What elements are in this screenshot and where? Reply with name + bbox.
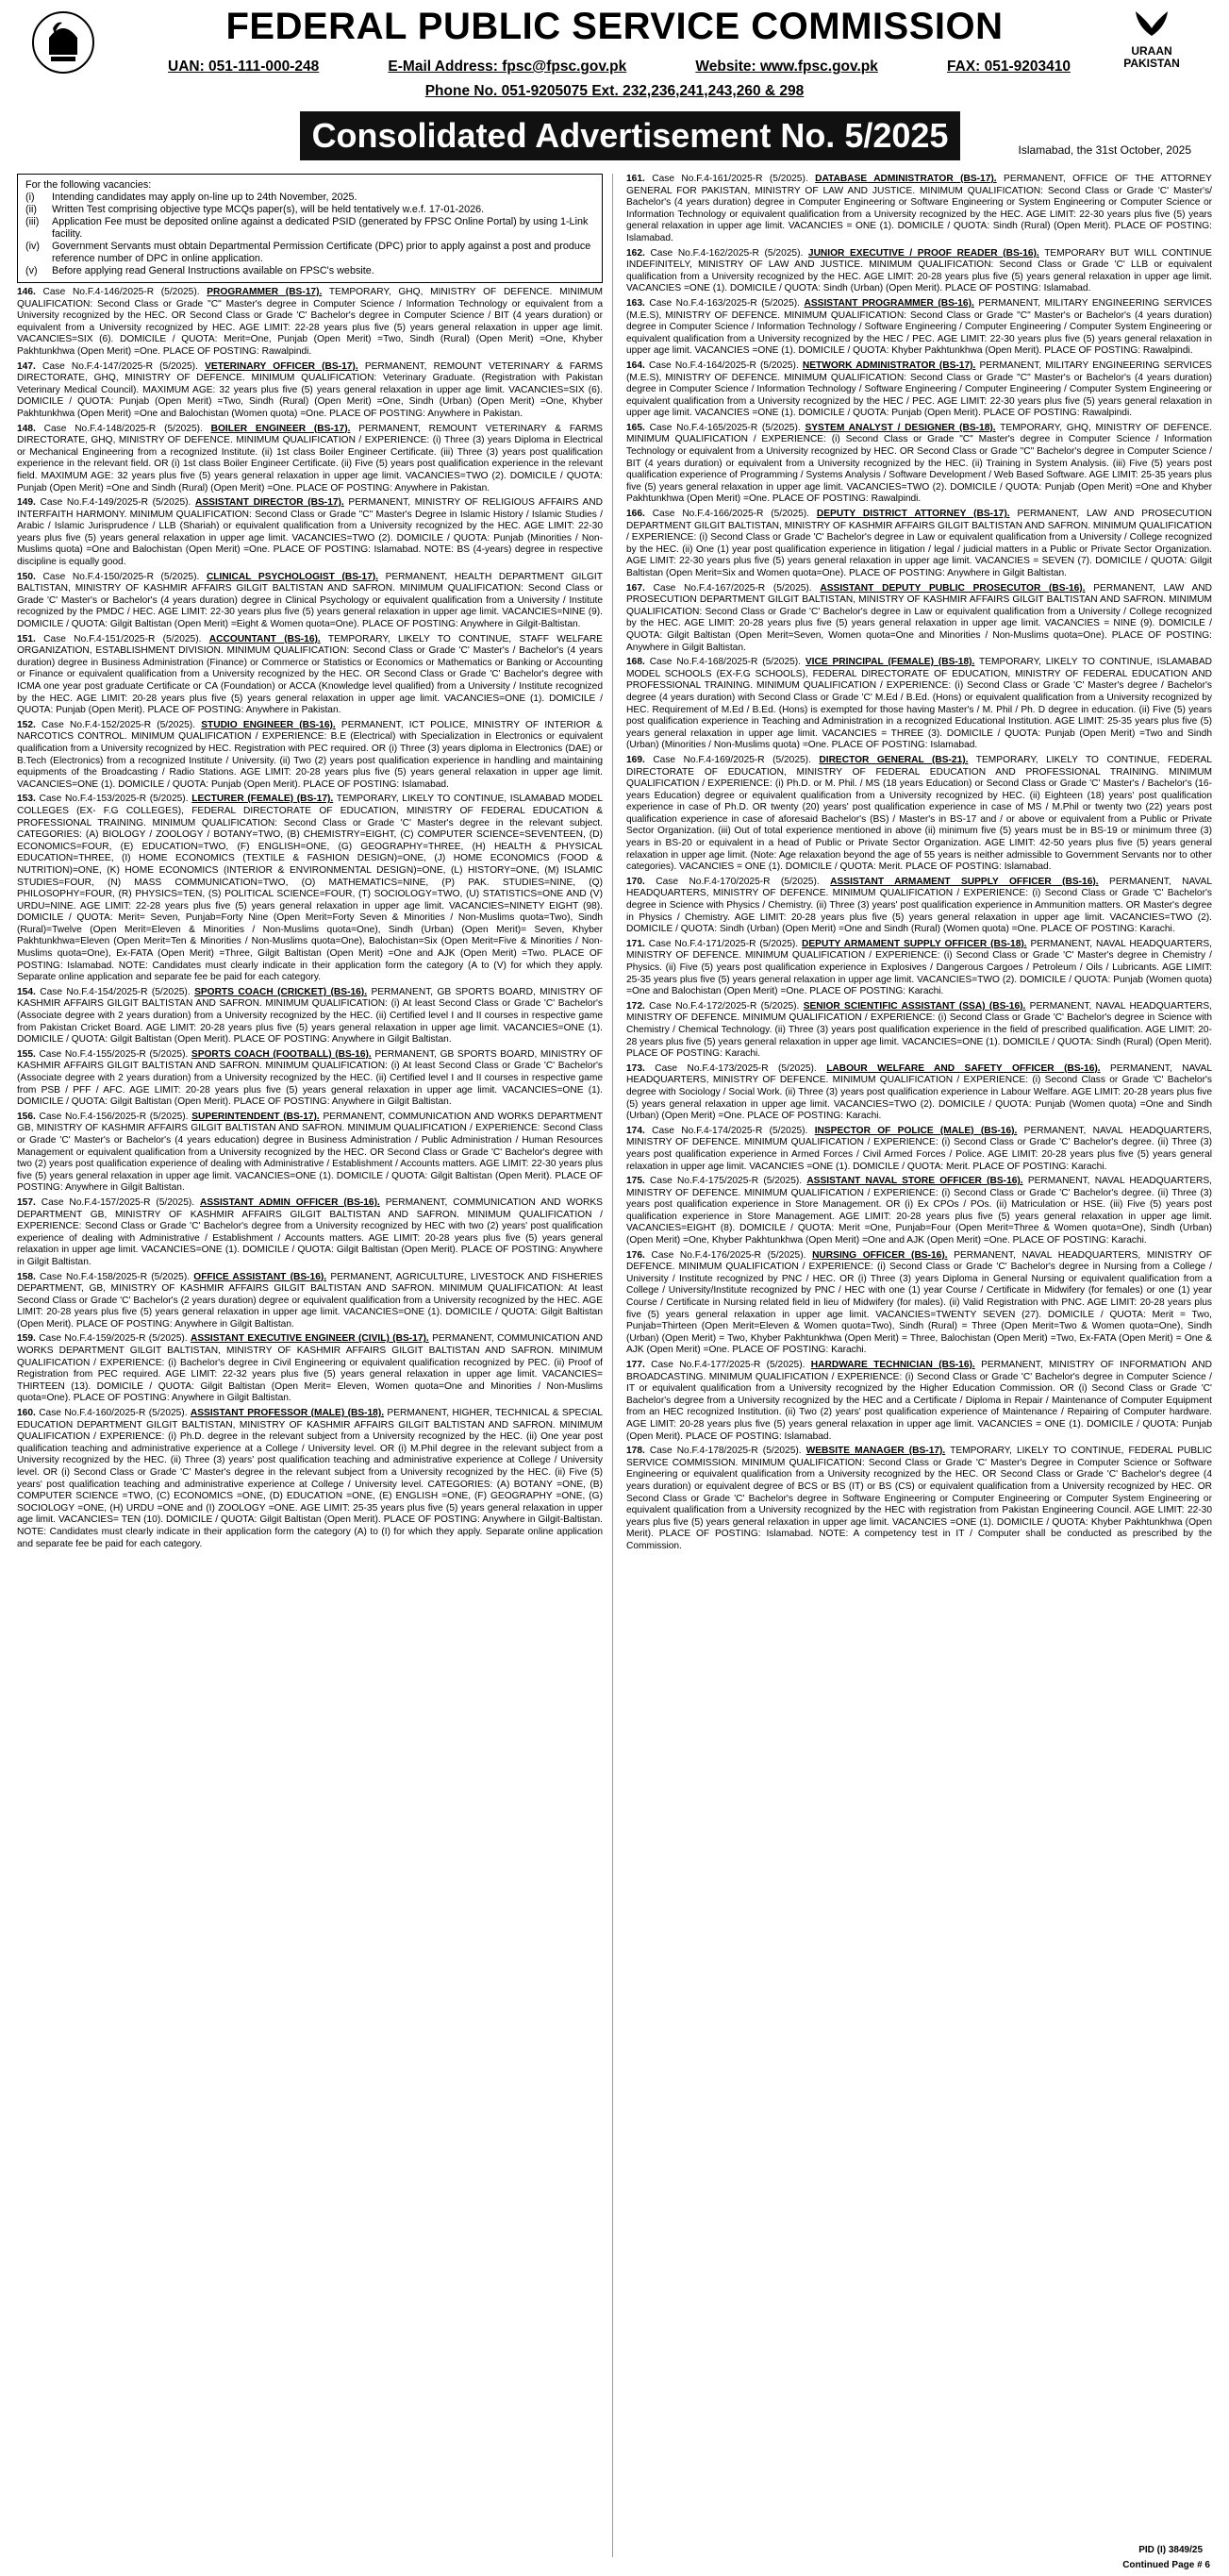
case-reference: Case No.F.4-168/2025-R (5/2025).: [649, 657, 802, 668]
case-post-title: ASSISTANT EXECUTIVE ENGINEER (CIVIL) (BS-17).: [190, 1333, 429, 1345]
case-entry: [17, 1112, 603, 1195]
case-reference: Case No.F.4-161/2025-R (5/2025).: [652, 174, 808, 184]
case-details: PERMANENT, MILITARY ENGINEERING SERVICES (M.E.S), MINISTRY OF DEFENCE. MINIMUM QUALIFICATION: Second Class or Grade "C" Master's or Bachelor's (4 years duration) degree in Computer Science / Information Technology / Software Engineering / Computer Engineering / Computer System Engineering or equivalent qualification from a University recognized by the HEC / PEC. AGE LIMIT: 22-30 years plus five (5) years general relaxation in upper age limit. VACANCIES =ONE (1). DOMICILE / QUOTA: Khyber Pakhtunkhwa (Open Merit). PLACE OF POSTING: Rawalpindi.: [626, 297, 1212, 357]
website-link[interactable]: Website: www.fpsc.gov.pk: [695, 59, 878, 75]
case-reference: Case No.F.4-156/2025-R (5/2025).: [39, 1111, 189, 1122]
case-entry: [626, 657, 1212, 752]
case-entry: [626, 1001, 1212, 1061]
case-entry: [17, 1408, 603, 1550]
case-entry: [17, 1049, 603, 1109]
case-number: 157.: [17, 1196, 36, 1208]
case-reference: Case No.F.4-159/2025-R (5/2025).: [39, 1333, 188, 1345]
case-reference: Case No.F.4-150/2025-R (5/2025).: [42, 571, 200, 582]
case-post-title: SUPERINTENDENT (BS-17).: [191, 1111, 320, 1122]
pid-text: PID (I) 3849/25: [1138, 2545, 1203, 2555]
case-number: 147.: [17, 360, 36, 372]
case-details: PERMANENT, NAVAL HEADQUARTERS, MINISTRY OF DEFENCE. MINIMUM QUALIFICATION / EXPERIENCE: (i) Second Class or Grade 'C' Bachelor's degree in Science with Physics / Chemistry. (ii) Three (3) years' post qualification experience in Ammunition matters. OR Master's degree in Physics / Chemistry. AGE LIMIT: 20-28 years plus five (5) years general relaxation in upper age limit. VACANCIES=TWO (2). DOMICILE / QUOTA: Sindh (Urban) (Open Merit) =One and Sindh (Rural) (Women quota) =One. PLACE OF POSTING: Karachi.: [626, 876, 1212, 935]
case-reference: Case No.F.4-174/2025-R (5/2025).: [652, 1125, 808, 1136]
case-details: TEMPORARY, LIKELY TO CONTINUE, STAFF WELFARE ORGANIZATION, ESTABLISHMENT DIVISION. MINIMUM QUALIFICATION: Second Class or Grade 'C' Master's / Bachelor's (4 years duration) degree in Business Administration (Finance) or Commerce or Statistics or Economics or Mathematics or Banking or Accounting or Finance or equivalent qualification from a University recognized by the HEC. OR Second Class or Grade 'C' Bachelor's degree with ICMA one year post graduate Certificate or CA (Foundation) or ACCA (Knowledge level qualified) from a University / Institute recognized by the HEC. AGE LIMIT: 20-28 years plus five (5) years general relaxation in upper age limit. VACANCIES=ONE (1). DOMICILE / QUOTA: Punjab (Open Merit). PLACE OF POSTING: Anywhere in Pakistan.: [17, 633, 603, 716]
case-post-title: DIRECTOR GENERAL (BS-21).: [819, 754, 969, 765]
intro-item-number: (iii): [25, 216, 40, 227]
intro-item-number: (v): [25, 265, 38, 276]
intro-item-number: (i): [25, 192, 35, 203]
case-entry: [626, 1063, 1212, 1123]
case-post-title: SPORTS COACH (FOOTBALL) (BS-16).: [191, 1048, 372, 1060]
case-entry: [17, 794, 603, 984]
case-details: PERMANENT, OFFICE OF THE ATTORNEY GENERAL FOR PAKISTAN, MINISTRY OF LAW AND JUSTICE. MINIMUM QUALIFICATION: Second Class or Grade 'C' Master's/ Bachelor's (4 years duration) degree in Computer Engineering or Software Engineering or System Engineering or Computer Science or Information Technology or equivalent qualification from a University recognized by the HEC. AGE LIMIT: 22-30 years plus five (5) years general relaxation in upper age limit. VACANCIES = ONE (1). DOMICILE / QUOTA: Sindh (Rural) (Open Merit). PLACE OF POSTING: Islamabad.: [626, 174, 1212, 243]
case-details: PERMANENT, NAVAL HEADQUARTERS, MINISTRY OF DEFENCE. MINIMUM QUALIFICATION / EXPERIENCE: (i) Second Class or Grade 'C' Bachelor's degree. (ii) Three (3) years post qualification experience in Store Management. OR (i) Ex CPOs / POs. (ii) Matriculation or HSE. (iii) Five (5) years post qualification experience in Store Management. AGE LIMIT: 20-28 years plus five (5) years general relaxation in upper age limit. VACANCIES=EIGHT (8). DOMICILE / QUOTA: Merit =One, Punjab=Four (Open Merit=Three & Women quota=One), Sindh (Urban) (Open Merit) =One, Khyber Pakhtunkhwa (Open Merit) =One and AJK (Open Merit) =One. PLACE OF POSTING: Karachi.: [626, 1176, 1212, 1246]
case-post-title: PROGRAMMER (BS-17).: [207, 287, 323, 297]
intro-heading: For the following vacancies:: [25, 179, 152, 191]
case-details: PERMANENT, HEALTH DEPARTMENT GILGIT BALTISTAN, MINISTRY OF KASHMIR AFFAIRS GILGIT BALTISTAN AND SAFRON. MINIMUM QUALIFICATION: Second Class or Grade 'C' Master's or Bachelor's (4 years duration) degree in Clinical Psychology or equivalent qualification from a University / Institute recognized by the PMDC / HEC. AGE LIMIT: 22-30 years plus five (5) years general relaxation in upper age limit. VACANCIES=NINE (9). DOMICILE / QUOTA: Gilgit Baltistan (Open Merit) =Eight & Women quota=One). PLACE OF POSTING: Anywhere in Gilgit-Baltistan.: [17, 571, 603, 630]
uraan-text: URAAN PAKISTAN: [1123, 44, 1180, 70]
case-reference: Case No.F.4-165/2025-R (5/2025).: [649, 422, 801, 433]
case-number: 158.: [17, 1271, 36, 1282]
case-reference: Case No.F.4-175/2025-R (5/2025).: [650, 1176, 803, 1187]
case-post-title: INSPECTOR OF POLICE (MALE) (BS-16).: [814, 1125, 1018, 1136]
case-number: 166.: [626, 509, 645, 520]
intro-item-number: (ii): [25, 204, 37, 215]
case-reference: Case No.F.4-160/2025-R (5/2025).: [39, 1408, 188, 1419]
case-reference: Case No.F.4-149/2025-R (5/2025).: [40, 497, 191, 509]
case-details: PERMANENT, ICT POLICE, MINISTRY OF INTERIOR & NARCOTICS CONTROL. MINIMUM QUALIFICATION / EXPERIENCE: B.E (Electrical) with Specialization in Electronics or equivalent qualification from a University recognized by HEC. Registration with PEC required. OR (i) Three (3) years diploma in Electronics (DAE) or B.Tech (Electronics) from a recognized Institute / University. (ii) Two (2) years post qualification experience in handling and maintaining equipments of the Broadcasting / Radio Stations. AGE LIMIT: 20-28 years plus five (5) years general relaxation in upper age limit. VACANCIES=ONE (1). DOMICILE / QUOTA: Punjab (Open Merit). PLACE OF POSTING: Islamabad.: [17, 719, 603, 790]
case-details: PERMANENT, REMOUNT VETERINARY & FARMS DIRECTORATE, GHQ, MINISTRY OF DEFENCE. MINIMUM QUALIFICATION: Veterinary Graduate. (Registration with Pakistan Veterinary Medical Council). MAXIMUM AGE: 32 years plus five (5) years general relaxation in upper age limit. VACANCIES=SIX (6). DOMICILE / QUOTA: Punjab (Open Merit) =Two, Sindh (Rural) (Open Merit) =One, Sindh (Urban) (Open Merit) =One, Khyber Pakhtunkhwa (Open Merit) =One and Balochistan (Women quota) =One. PLACE OF POSTING: Anywhere in Pakistan.: [17, 360, 603, 419]
intro-list: [25, 192, 594, 277]
case-entry: [17, 287, 603, 359]
uraan-bird-icon: [1128, 8, 1175, 40]
case-reference: Case No.F.4-171/2025-R (5/2025).: [648, 938, 799, 949]
case-post-title: VETERINARY OFFICER (BS-17).: [205, 360, 358, 372]
case-post-title: DEPUTY ARMAMENT SUPPLY OFFICER (BS-18).: [802, 938, 1027, 949]
right-column: [626, 174, 1212, 2557]
case-entry: [17, 987, 603, 1046]
case-reference: Case No.F.4-162/2025-R (5/2025).: [650, 247, 804, 259]
case-reference: Case No.F.4-151/2025-R (5/2025).: [43, 633, 202, 644]
case-details: PERMANENT, NAVAL HEADQUARTERS, MINISTRY OF DEFENCE. MINIMUM QUALIFICATION / EXPERIENCE: (i) Second Class or Grade 'C' Master's degree in Chemistry / Physics. (ii) Five (5) years post qualification experience in Explosives / Dangerous Cargoes / Petroleum / Oils / Lubricants. AGE LIMIT: 25-35 years plus five (5) years general relaxation in upper age limit. VACANCIES=TWO (2). DOMICILE / QUOTA: Punjab (Women quota) =One and Balochistan (Open Merit) =One. PLACE OF POSTING: Karachi.: [626, 938, 1212, 997]
case-number: 160.: [17, 1408, 36, 1419]
case-number: 162.: [626, 247, 645, 259]
case-details: TEMPORARY, LIKELY TO CONTINUE, FEDERAL PUBLIC SERVICE COMMISSION. MINIMUM QUALIFICATION: Second Class or Grade 'C' Master's Degree in Computer Science or Software Engineering or equivalent qualification from a University recognized by the HEC. OR Second Class or Grade 'C' Bachelor's degree (4 years duration) or equivalent degree of BCS or BS (IT) or BS (CS) or equivalent qualification from a University recognized by HEC. OR Second Class or Grade 'C' Bachelor's degree in Software Engineering or Computer Engineering or Computer System Engineering or equivalent qualification from a University recognized by the HEC with registration from Pakistan Engineering Council. AGE LIMIT: 22-30 years plus five (5) years general relaxation in upper age limit. VACANCIES =ONE (1). DOMICILE / QUOTA: Khyber Pakhtunkhwa (Open Merit). PLACE OF POSTING: Islamabad. NOTE: A competency test in IT / Computer shall be conducted as prescribed by the Commission.: [626, 1446, 1212, 1551]
case-details: PERMANENT, MILITARY ENGINEERING SERVICES (M.E.S), MINISTRY OF DEFENCE. MINIMUM QUALIFICATION: Second Class or Grade "C" Master's or Bachelor's (4 years duration) degree in Computer Science / Information Technology / Software Engineering / Computer Engineering / Computer System Engineering or equivalent qualification from a University recognized by the HEC / PEC. AGE LIMIT: 22-30 years plus five (5) years general relaxation in upper age limit. VACANCIES =ONE (1). DOMICILE / QUOTA: Punjab (Open Merit). PLACE OF POSTING: Rawalpindi.: [626, 360, 1212, 419]
intro-item-text: Application Fee must be deposited online against a dedicated PSID (generated by FPSC Online Portal) by using 1-Link facility.: [52, 216, 589, 240]
case-details: PERMANENT, NAVAL HEADQUARTERS, MINISTRY OF DEFENCE. MINIMUM QUALIFICATION / EXPERIENCE: (i) Second Class or Grade 'C' Bachelor's degree in Nursing from a College / University / Institute recognized by PNC / HEC. OR (i) Three (3) years Diploma in General Nursing or equivalent qualification from a College / University/Institute recognized by PNC / HEC with one (1) year Course / Certificate in Midwifery (for females) or one (1) year Course / Certificate in Nursing related field in lieu of Midwifery (for males). (ii) Valid Registration with PNC. AGE LIMIT: 20-28 years plus five (5) years general relaxation in upper age limit. VACANCIES=TWENTY SEVEN (27). DOMICILE / QUOTA: Merit = Two, Punjab=Thirteen (Open Merit=Eleven & Women quota=Two), Sindh (Rural) = Three (Open Merit=Two & Women quota=One), Sindh (Urban) (Open Merit) = Two, Khyber Pakhtunkhwa (Open Merit) = Three, Balochistan (Open Merit) =Two, Ex-FATA (Open Merit) = One & AJK (Open Merit) =One. PLACE OF POSTING: Karachi.: [626, 1249, 1212, 1356]
case-entry: [626, 248, 1212, 295]
case-post-title: DEPUTY DISTRICT ATTORNEY (BS-17).: [816, 509, 1010, 520]
case-number: 151.: [17, 633, 36, 644]
case-reference: Case No.F.4-157/2025-R (5/2025).: [41, 1196, 195, 1208]
case-number: 150.: [17, 571, 36, 582]
case-entry: [17, 1333, 603, 1405]
email-link[interactable]: E-Mail Address: fpsc@fpsc.gov.pk: [388, 59, 627, 75]
case-number: 159.: [17, 1333, 36, 1345]
case-entry: [626, 174, 1212, 245]
case-post-title: CLINICAL PSYCHOLOGIST (BS-17).: [206, 571, 378, 582]
case-reference: Case No.F.4-170/2025-R (5/2025).: [656, 876, 820, 887]
case-number: 149.: [17, 497, 36, 509]
intro-item: [25, 241, 594, 265]
case-number: 167.: [626, 582, 645, 594]
case-reference: Case No.F.4-177/2025-R (5/2025).: [651, 1360, 805, 1370]
intro-item-text: Written Test comprising objective type MCQs paper(s), will be held tentatively w.e.f. 17-01-2026.: [52, 204, 485, 215]
case-details: PERMANENT, COMMUNICATION AND WORKS DEPARTMENT GB, MINISTRY OF KASHMIR AFFAIRS GILGIT BALTISTAN AND SAFRON. MINIMUM QUALIFICATION / EXPERIENCE: Second Class or Grade 'C' Bachelor's degree from a University recognized by HEC with two (2) years' post qualification experience of dealing with Administrative / Establishment / Accounts matters. AGE LIMIT: 20-28 years plus five (5) years general relaxation in upper age limit. VACANCIES=ONE (1). DOMICILE / QUOTA: Gilgit Baltistan (Open Merit). PLACE OF POSTING: Anywhere in Gilgit Baltistan.: [17, 1196, 603, 1267]
case-reference: Case No.F.4-146/2025-R (5/2025).: [42, 287, 200, 297]
case-reference: Case No.F.4-172/2025-R (5/2025).: [649, 1000, 800, 1012]
case-reference: Case No.F.4-152/2025-R (5/2025).: [42, 719, 195, 730]
case-post-title: VICE PRINCIPAL (FEMALE) (BS-18).: [805, 657, 975, 668]
case-number: 173.: [626, 1062, 645, 1074]
case-number: 155.: [17, 1048, 36, 1060]
case-post-title: ASSISTANT PROGRAMMER (BS-16).: [804, 297, 974, 309]
case-reference: Case No.F.4-148/2025-R (5/2025).: [43, 423, 203, 434]
intro-item: [25, 192, 594, 204]
case-post-title: ASSISTANT DIRECTOR (BS-17).: [195, 497, 344, 509]
uraan-pakistan-logo: [1104, 8, 1199, 83]
case-details: PERMANENT, HIGHER, TECHNICAL & SPECIAL EDUCATION DEPARTMENT GILGIT BALTISTAN, MINISTRY OF KASHMIR AFFAIRS GILGIT BALTISTAN AND SAFRON. MINIMUM QUALIFICATION / EXPERIENCE: (i) Ph.D. degree in the relevant subject from a University recognized by the HEC. (ii) One year post qualification teaching and administrative experience at a College / University level. OR (i) M.Phil degree in the relevant subject from a University recognized by the HEC. (ii) Three (3) years' post qualification teaching and administrative experience at College / University level. OR (i) Second Class or Grade 'C' Master's degree in the relevant subject from a University recognized by the HEC. (ii) Five (5) years' post qualification teaching and administrative experience at College / University level. CATEGORIES: (A) BOTANY =ONE, (B) COMPUTER SCIENCE =TWO, (C) ECONOMICS =ONE, (D) EDUCATION =ONE, (E) ENGLISH =ONE, (F) GEOGRAPHY =ONE, (G) SOCIOLOGY =ONE, (H) URDU =ONE and (I) ZOOLOGY =ONE. AGE LIMIT: 25-35 years plus five (5) years general relaxation in upper age limit. VACANCIES= TEN (10). DOMICILE / QUOTA: Gilgit Baltistan (Open Merit). PLACE OF POSTING: Anywhere in Gilgit-Baltistan. NOTE: Candidates must clearly indicate in their application form the category (A) to (I) for which they apply. Separate online application and separate fee be paid for each category.: [17, 1408, 603, 1549]
case-entry: [626, 1360, 1212, 1443]
case-number: 152.: [17, 719, 36, 730]
case-entry: [626, 1446, 1212, 1552]
case-details: PERMANENT, COMMUNICATION AND WORKS DEPARTMENT GB, MINISTRY OF KASHMIR AFFAIRS GILGIT BALTISTAN AND SAFRON. MINIMUM QUALIFICATION / EXPERIENCE: Second Class or Grade 'C' Master's or Bachelor's (4 years education) degree in Business Administration / Public Administration / Human Resources Management or equivalent qualification from a University recognized by the HEC. OR Second Class or Grade 'C' Bachelor's degree with two (2) years post qualification experience of dealing with Administrative / Establishment / Accounts matters. AGE LIMIT: 22-30 years plus five (5) years general relaxation in upper age limit. VACANCIES=ONE (1). DOMICILE / QUOTA: Gilgit Baltistan (Open Merit). PLACE OF POSTING: Anywhere in Gilgit Baltistan.: [17, 1111, 603, 1194]
case-reference: Case No.F.4-176/2025-R (5/2025).: [651, 1249, 806, 1261]
case-entry: [626, 509, 1212, 580]
case-entry: [626, 755, 1212, 874]
case-number: 172.: [626, 1000, 645, 1012]
case-details: TEMPORARY, LIKELY TO CONTINUE, ISLAMABAD MODEL COLLEGES (EX- F.G COLLEGES), FEDERAL DIRECTORATE OF EDUCATION, MINISTRY OF FEDERAL EDUCATION & PROFESSIONAL TRAINING. MINIMUM QUALIFICATION: Second Class or Grade 'C' Master's degree in the relevant subject. CATEGORIES: (A) BIOLOGY / ZOOLOGY / BOTANY=TWO, (B) CHEMISTRY=EIGHT, (C) COMPUTER SCIENCE=SEVENTEEN, (D) ECONOMICS=FOUR, (E) EDUCATION=TWO, (F) ENGLISH=ONE, (G) GEOGRAPHY=THREE, (H) HEALTH & PHYSICAL EDUCATION=THREE, (I) HOME ECONOMICS (TEXTILE & FASHION DESIGN)=ONE, (J) HOME ECONOMICS (FOOD & NUTRITION)=ONE, (K) HOME ECONOMICS (INTERIOR & ENVIRONMENTAL DESIGN)=ONE, (L) HISTORY=ONE, (M) ISLAMIC STUDIES=FOUR, (N) MASS COMMUNICATION=TWO, (O) MATHEMATICS=NINE, (P) PAK. STUDIES=NINE, (Q) PHILOSOPHY=FOUR, (R) PHYSICS=TEN, (S) POLITICAL SCIENCE=FOUR, (T) SOCIOLOGY=TWO, (U) STATISTICS=ONE AND (V) URDU=NINE. AGE LIMIT: 22-28 years plus five (5) years general relaxation in upper age limit. VACANCIES=NINETY EIGHT (98). DOMICILE / QUOTA: Merit= Seven, Punjab=Forty Nine (Open Merit=Forty Seven & Minorities / Non-Muslims quota=Two), Sindh (Rural)=Twelve (Open Merit=Eleven & Minorities / Non-Muslims quota=One), Sindh (Urban) (Open Merit)= Seven, Khyber Pakhtunkhwa=Eleven (Open Merit=Ten & Minorities / Non-Muslims quota=One), Balochistan=Six (Open Merit=Five & Minorities / Non-Muslims quota=One), Ex-FATA (Open Merit) =Three, Gilgit Baltistan (Open Merit) =One and AJK (Open Merit) =Two. PLACE OF POSTING: Islamabad. NOTE: Candidates must clearly indicate in their application form the category (A to (V) for which they apply. Separate online application and separate fee be paid for each category.: [17, 794, 603, 983]
case-number: 169.: [626, 754, 645, 765]
intro-item-text: Before applying read General Instructions available on FPSC's website.: [52, 265, 374, 276]
intro-box: [17, 174, 603, 283]
case-details: PERMANENT, REMOUNT VETERINARY & FARMS DIRECTORATE, GHQ, MINISTRY OF DEFENCE. MINIMUM QUALIFICATION / EXPERIENCE: (i) Three (3) years Diploma in Electrical or Mechanical Engineering from a recognized Institute. (ii) 1st class Boiler Engineer Certificate. (iii) Three (3) years post qualification experience in the relevant field. OR (i) 1st class Boiler Engineer Certificate. (ii) Five (5) years post qualification experience in the relevant field. MAXIMUM AGE: 32 years plus five (5) years general relaxation in upper age limit. VACANCIES=TWO (2). DOMICILE / QUOTA: Punjab (Open Merit) =One and Sindh (Rural) (Open Merit) =One. PLACE OF POSTING: Anywhere in Pakistan.: [17, 423, 603, 493]
case-post-title: STUDIO ENGINEER (BS-16).: [201, 719, 336, 730]
case-number: 176.: [626, 1249, 645, 1261]
case-entry: [17, 720, 603, 792]
intro-item: [25, 204, 594, 216]
case-details: TEMPORARY, GHQ, MINISTRY OF DEFENCE. MINIMUM QUALIFICATION / EXPERIENCE: (i) Second Class or Grade "C" Master's degree in Computer Science / Information Technology or equivalent from a University recognized by HEC. OR Second Class or Grade "C" Bachelor's degree in Computer Science / BIT (4 years duration) or equivalent from a University recognized by the HEC. (ii) Training in System Analysis. (iii) Five (5) years post qualification experience of Programming / Systems Analysis / Software Development / Web Based Software. AGE LIMIT: 25-35 years plus five (5) years general relaxation in upper age limit. VACANCIES=TWO (2). DOMICILE / QUOTA: Punjab (Open Merit) =One and Khyber Pakhtunkhwa (Open Merit) =One. PLACE OF POSTING: Rawalpindi.: [626, 422, 1212, 505]
case-details: PERMANENT, GB SPORTS BOARD, MINISTRY OF KASHMIR AFFAIRS GILGIT BALTISTAN AND SAFRON. MINIMUM QUALIFICATION: (i) At least Second Class or Grade 'C' Bachelor's (Associate degree with 2 years duration) from a University recognized by the HEC. (ii) Certified level I and II courses in respective game from Pakistan Cricket Board. AGE LIMIT: 20-28 years plus five (5) years general relaxation in upper age limit. VACANCIES=ONE (1). DOMICILE / QUOTA: Gilgit Baltistan (Open Merit). PLACE OF POSTING: Anywhere in Gilgit Baltistan.: [17, 986, 604, 1045]
case-post-title: LECTURER (FEMALE) (BS-17).: [191, 794, 334, 805]
case-post-title: ASSISTANT NAVAL STORE OFFICER (BS-16).: [806, 1176, 1023, 1187]
case-number: 153.: [17, 794, 36, 805]
case-reference: Case No.F.4-164/2025-R (5/2025).: [648, 360, 799, 371]
case-entry: [626, 939, 1212, 998]
case-reference: Case No.F.4-166/2025-R (5/2025).: [652, 509, 810, 520]
case-number: 163.: [626, 297, 645, 309]
dateline: Islamabad, the 31st October, 2025: [1018, 143, 1191, 157]
case-post-title: ASSISTANT DEPUTY PUBLIC PROSECUTOR (BS-16).: [820, 582, 1086, 594]
case-details: PERMANENT, MINISTRY OF RELIGIOUS AFFAIRS AND INTERFAITH HARMONY. MINIMUM QUALIFICATION: Second Class or Grade "C" Master's Degree in Islamic History / Islamic Studies / Arabic / Islamic Jurisprudence / LLB (Shariah) or equivalent qualification from a University recognized by the HEC. AGE LIMIT: 22-30 years plus five (5) years general relaxation in upper age limit. VACANCIES=TWO (2). DOMICILE / QUOTA: Punjab (Minorities / Non-Muslims quota) =One and Balochistan (Open Merit) =One. PLACE OF POSTING: Islamabad. NOTE: BS (4-years) degree in respective discipline is equally good.: [17, 497, 603, 568]
uan-text: UAN: 051-111-000-248: [168, 59, 320, 75]
case-number: 175.: [626, 1176, 645, 1187]
case-reference: Case No.F.4-147/2025-R (5/2025).: [42, 360, 198, 372]
case-number: 156.: [17, 1111, 36, 1122]
intro-item-text: Government Servants must obtain Departmental Permission Certificate (DPC) prior to apply against a post and produce reference number of DPC in online application.: [52, 241, 591, 264]
case-reference: Case No.F.4-169/2025-R (5/2025).: [653, 754, 811, 765]
case-details: TEMPORARY, LIKELY TO CONTINUE, ISLAMABAD MODEL SCHOOLS (EX-F.G SCHOOLS), FEDERAL DIRECTORATE OF EDUCATION, MINISTRY OF FEDERAL EDUCATION AND PROFESSIONAL TRAINING. MINIMUM QUALIFICATION / EXPERIENCE: (i) Second Class or Grade 'C' Master's degree / Bachelor's degree (4 years duration) with Second Class or Grade 'C' M.Ed / B.Ed. (Hons) or equivalent qualification from a University recognized by HEC. Requirement of M.Ed / B.Ed. (Hons) is exempted for those having Master's / M. Phil / Ph. D degree in education. (ii) Five (5) years post qualification experience in Teaching and Administration in a recognized Educational Institution. AGE LIMIT: 25-35 years plus five (5) years general relaxation in upper age limit. VACANCIES = THREE (3). DOMICILE / QUOTA: Punjab (Open Merit) =Two and Sindh (Urban) (Minorities / Non-Muslims quota) =One. PLACE OF POSTING: Islamabad.: [626, 657, 1212, 751]
case-reference: Case No.F.4-167/2025-R (5/2025).: [653, 582, 812, 594]
case-details: PERMANENT, AGRICULTURE, LIVESTOCK AND FISHERIES DEPARTMENT, GB, MINISTRY OF KASHMIR AFFAIRS GILGIT BALTISTAN AND SAFRON. MINIMUM QUALIFICATION: At least Second Class or Grade 'C' Bachelor's (2 years duration) degree or equivalent qualification from a University recognized by the HEC. AGE LIMIT: 20-28 years plus five (5) years general relaxation in upper age limit. VACANCIES=ONE (1). DOMICILE / QUOTA: Gilgit Baltistan (Open Merit). PLACE OF POSTING: Anywhere in Gilgit Baltistan.: [17, 1271, 603, 1330]
case-details: PERMANENT, LAW AND PROSECUTION DEPARTMENT GILGIT BALTISTAN, MINISTRY OF KASHMIR AFFAIRS GILGIT BALTISTAN AND SAFRON. MINIMUM QUALIFICATION: Second Class or Grade 'C' Bachelor's degree in Law or equivalent qualification from a University / College recognized by the HEC. AGE LIMIT: 20-28 years plus five (5) years general relaxation in upper age limit. VACANCIES = NINE (9). DOMICILE / QUOTA: Gilgit Baltistan (Open Merit=Seven, Women quota=One and Minorities / Non-Muslims quota=One). PLACE OF POSTING: Anywhere in Gilgit Baltistan.: [626, 582, 1212, 653]
case-entry: [17, 1272, 603, 1331]
case-post-title: NURSING OFFICER (BS-16).: [812, 1249, 948, 1261]
case-number: 154.: [17, 986, 36, 997]
case-details: PERMANENT, GB SPORTS BOARD, MINISTRY OF KASHMIR AFFAIRS GILGIT BALTISTAN AND SAFRON. MINIMUM QUALIFICATION: (i) At least Second Class or Grade 'C' Bachelor's (Associate degree with 2 years duration) from a University recognized by the HEC. (ii) Certified level I and II courses in respective game from PSB / PFF / AFC. AGE LIMIT: 20-28 years plus five (5) years general relaxation in upper age limit. VACANCIES=ONE (1). DOMICILE / QUOTA: Gilgit Baltistan (Open Merit). PLACE OF POSTING: Anywhere in Gilgit Baltistan.: [17, 1048, 603, 1108]
case-post-title: JUNIOR EXECUTIVE / PROOF READER (BS-16).: [807, 247, 1039, 259]
case-entry: [17, 361, 603, 421]
case-entry: [626, 1126, 1212, 1173]
left-column: [17, 174, 613, 2557]
case-number: 178.: [626, 1446, 645, 1457]
case-details: TEMPORARY BUT WILL CONTINUE INDEFINITELY, MINISTRY OF LAW AND JUSTICE. MINIMUM QUALIFICATION: Second Class or Grade 'C' LLB or equivalent qualification from a University recognized by the HEC. AGE LIMIT: 20-28 years plus five (5) years general relaxation in upper age limit. VACANCIES =ONE (1). DOMICILE / QUOTA: Sindh (Urban) (Open Merit). PLACE OF POSTING: Islamabad.: [626, 247, 1212, 294]
case-post-title: ACCOUNTANT (BS-16).: [208, 633, 321, 644]
case-number: 168.: [626, 657, 645, 668]
case-post-title: DATABASE ADMINISTRATOR (BS-17).: [815, 174, 997, 184]
case-number: 171.: [626, 938, 645, 949]
case-reference: Case No.F.4-178/2025-R (5/2025).: [649, 1446, 802, 1457]
case-entry: [626, 1250, 1212, 1357]
case-post-title: HARDWARE TECHNICIAN (BS-16).: [810, 1360, 975, 1370]
fax-text: FAX: 051-9203410: [947, 59, 1071, 75]
intro-item-number: (iv): [25, 241, 40, 252]
case-number: 164.: [626, 360, 645, 371]
content-columns: [17, 174, 1212, 2557]
case-entry: [626, 1176, 1212, 1247]
case-number: 177.: [626, 1360, 645, 1370]
case-details: PERMANENT, COMMUNICATION AND WORKS DEPARTMENT GILGIT BALTISTAN, MINISTRY OF KASHMIR AFFAIRS GILGIT BALTISTAN AND SAFRON. MINIMUM QUALIFICATION / EXPERIENCE: (i) Bachelor's degree in Civil Engineering or equivalent qualification recognized by PEC. (ii) Proof of Registration from PEC required. AGE LIMIT: 22-32 years plus five (5) years general relaxation in upper age limit. VACANCIES= THIRTEEN (13). DOMICILE / QUOTA: Gilgit Baltistan (Open Merit= Eleven, Women quota=One and Minorities / Non-Muslims quota=One). PLACE OF POSTING: Anywhere in Gilgit Baltistan.: [17, 1333, 603, 1404]
case-post-title: SPORTS COACH (CRICKET) (BS-16).: [194, 986, 368, 997]
case-post-title: ASSISTANT ARMAMENT SUPPLY OFFICER (BS-16).: [830, 876, 1099, 887]
case-number: 170.: [626, 876, 645, 887]
case-reference: Case No.F.4-154/2025-R (5/2025).: [40, 986, 191, 997]
case-entry: [17, 497, 603, 569]
continued-text: Continued Page # 6: [1122, 2560, 1210, 2570]
case-number: 165.: [626, 422, 645, 433]
case-entry: [626, 423, 1212, 506]
intro-item: [25, 265, 594, 277]
case-number: 161.: [626, 174, 645, 184]
intro-item-text: Intending candidates may apply on-line up to 24th November, 2025.: [52, 192, 357, 203]
case-reference: Case No.F.4-155/2025-R (5/2025).: [39, 1048, 189, 1060]
case-details: PERMANENT, MINISTRY OF INFORMATION AND BROADCASTING. MINIMUM QUALIFICATION / EXPERIENCE: (i) Second Class or Grade 'C' Bachelor's degree in Computer Science / IT or equivalent qualification from a University recognized by the Higher Education Commission. OR (i) Second Class or Grade 'C' Bachelor's degree from a University recognized by the HEC and a Certificate / Diploma in Repair / Maintenance of Computer Equipment from an HEC recognized Institution. (ii) Two (2) years' post qualification experience of Maintenance / Repairing of Computer hardware. AGE LIMIT: 20-28 years plus five (5) years general relaxation in upper age limit. VACANCIES = ONE (1). DOMICILE / QUOTA: Punjab (Open Merit). PLACE OF POSTING: Islamabad.: [626, 1360, 1212, 1442]
advertisement-title: Consolidated Advertisement No. 5/2025: [300, 111, 960, 160]
case-post-title: WEBSITE MANAGER (BS-17).: [805, 1446, 946, 1457]
case-entry: [17, 1197, 603, 1269]
case-post-title: SYSTEM ANALYST / DESIGNER (BS-18).: [805, 422, 996, 433]
case-reference: Case No.F.4-173/2025-R (5/2025).: [655, 1062, 817, 1074]
case-reference: Case No.F.4-158/2025-R (5/2025).: [40, 1271, 191, 1282]
case-details: PERMANENT, NAVAL HEADQUARTERS, MINISTRY OF DEFENCE. MINIMUM QUALIFICATION / EXPERIENCE: (i) Second Class or Grade 'C' Bachelor's degree in Science with Chemistry / Chemical Technology. (ii) Three (3) years post qualification experience in the field of prescribed qualification. AGE LIMIT: 20-28 years plus five (5) years general relaxation in upper age limit. VACANCIES=ONE (1). DOMICILE / QUOTA: Sindh (Rural) (Open Merit). PLACE OF POSTING: Karachi.: [626, 1000, 1212, 1060]
case-entry: [626, 583, 1212, 655]
case-entry: [17, 634, 603, 717]
phone-row: [17, 83, 1212, 100]
case-post-title: ASSISTANT ADMIN OFFICER (BS-16).: [200, 1196, 380, 1208]
case-details: TEMPORARY, LIKELY TO CONTINUE, FEDERAL DIRECTORATE OF EDUCATION, MINISTRY OF FEDERAL EDUCATION AND PROFESSIONAL TRAINING. MINIMUM QUALIFICATION / EXPERIENCE: (i) Ph.D. or M. Phil. / MS (18 years Education) or Second Class or Grade 'C' Master's / Bachelor's (16-years Education) degree or equivalent qualification from a University recognized by HEC. (ii) Eighteen (18) years' post qualification experience in case of Ph.D. OR twenty (20) years' post qualification experience in case of MS / M.Phil or twenty two (22) years post qualification experience in case of aforesaid Bachelor's (BS) / Master's in BS-17 and / or above or equivalent from a Public or Private Sector Organization. (iii) Out of total experience mentioned in above (ii) minimum five (5) years must be in BS-19 or minimum three (3) years in BS-20 or equivalent in a head of Public or Private Sector Organization. AGE LIMIT: 42-50 years plus five (5) years general relaxation in upper age limit. (Note: Age relaxation beyond the age of 55 years is neither admissible to Government Servants nor to other categories). VACANCIES = ONE (1). DOMICILE / QUOTA: Merit. PLACE OF POSTING: Islamabad.: [626, 754, 1212, 873]
case-details: PERMANENT, LAW AND PROSECUTION DEPARTMENT GILGIT BALTISTAN, MINISTRY OF KASHMIR AFFAIRS GILGIT BALTISTAN AND SAFRON. MINIMUM QUALIFICATION / EXPERIENCE: (i) Second Class or Grade 'C' Bachelor's degree in Law or equivalent qualification from a University / College recognized by the HEC. (ii) One (1) year post qualification experience in litigation / legal / judicial matters in a Public or Private Sector Organization. AGE LIMIT: 22-30 years plus five (5) years general relaxation in upper age limit. VACANCIES = SEVEN (7). DOMICILE / QUOTA: Gilgit Baltistan (Open Merit=Six and Women quota=One). PLACE OF POSTING: Anywhere in Gilgit Baltistan.: [626, 509, 1212, 578]
header: [17, 0, 1212, 157]
case-reference: Case No.F.4-153/2025-R (5/2025).: [39, 794, 189, 805]
case-post-title: NETWORK ADMINISTRATOR (BS-17).: [802, 360, 976, 371]
case-post-title: BOILER ENGINEER (BS-17).: [210, 423, 351, 434]
page-title: FEDERAL PUBLIC SERVICE COMMISSION: [225, 6, 1004, 47]
case-entry: [17, 424, 603, 495]
case-details: PERMANENT, NAVAL HEADQUARTERS, MINISTRY OF DEFENCE. MINIMUM QUALIFICATION / EXPERIENCE: (i) Second Class or Grade 'C' Bachelor's degree. (ii) Three (3) years post qualification experience in Armed Forces / Civil Armed Forces / Police. AGE LIMIT: 20-28 years plus five (5) years general relaxation in upper age limit. VACANCIES =ONE (1). DOMICILE / QUOTA: Merit. PLACE OF POSTING: Karachi.: [626, 1125, 1212, 1172]
case-number: 174.: [626, 1125, 645, 1136]
case-post-title: OFFICE ASSISTANT (BS-16).: [193, 1271, 327, 1282]
case-post-title: LABOUR WELFARE AND SAFETY OFFICER (BS-16).: [826, 1062, 1101, 1074]
contact-row: [168, 59, 1071, 75]
case-entry: [626, 877, 1212, 936]
case-details: PERMANENT, NAVAL HEADQUARTERS, MINISTRY OF DEFENCE. MINIMUM QUALIFICATION / EXPERIENCE: (i) Second Class or Grade 'C' Bachelor's degree with Sociology / Social Work. (ii) Three (3) years post qualification experience in Labour Welfare. AGE LIMIT: 20-28 years plus five (5) years general relaxation in upper age limit. VACANCIES=TWO (2). DOMICILE / QUOTA: Punjab (Women quota) =One and Sindh (Urban) (Open Merit) =One. PLACE OF POSTING: Karachi.: [626, 1062, 1212, 1122]
case-details: TEMPORARY, GHQ, MINISTRY OF DEFENCE. MINIMUM QUALIFICATION: Second Class or Grade "C" Master's degree in Computer Science / Information Technology or equivalent from a University recognized by the HEC. OR Second Class or Grade 'C' Bachelor's degree in Computer Science / BIT (4 years duration) or equivalent from a University recognized by HEC. AGE LIMIT: 22-28 years plus five (5) years general relaxation in upper age limit. VACANCIES=SIX (6). DOMICILE / QUOTA: Merit=One, Punjab (Open Merit) =Two, Sindh (Rural) (Open Merit) =One, Khyber Pakhtunkhwa (Open Merit) =One. PLACE OF POSTING: Rawalpindi.: [17, 287, 603, 357]
case-number: 148.: [17, 423, 36, 434]
case-number: 146.: [17, 287, 36, 297]
intro-item: [25, 216, 594, 241]
case-entry: [626, 360, 1212, 420]
case-entry: [626, 298, 1212, 358]
case-post-title: ASSISTANT PROFESSOR (MALE) (BS-18).: [190, 1408, 385, 1419]
case-entry: [17, 572, 603, 631]
case-reference: Case No.F.4-163/2025-R (5/2025).: [649, 297, 800, 309]
phone-text: Phone No. 051-9205075 Ext. 232,236,241,243,260 & 298: [424, 83, 805, 99]
case-post-title: SENIOR SCIENTIFIC ASSISTANT (SSA) (BS-16).: [803, 1000, 1026, 1012]
